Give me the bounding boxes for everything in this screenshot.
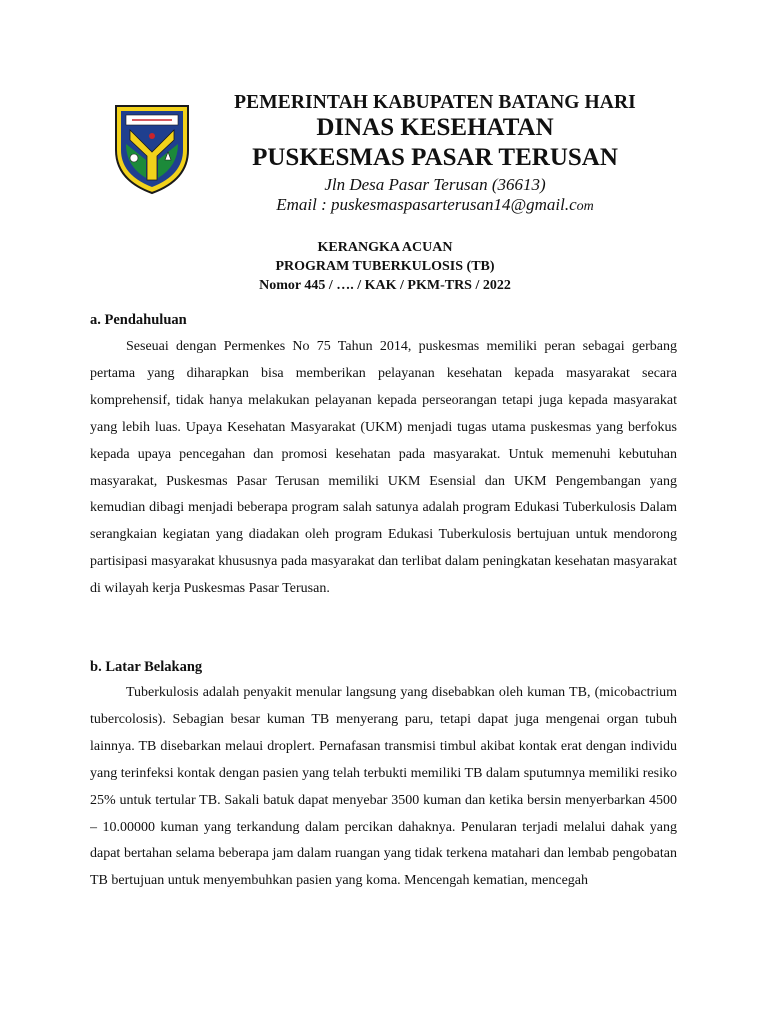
letterhead-government: PEMERINTAH KABUPATEN BATANG HARI: [234, 92, 636, 113]
letterhead-email: [200, 195, 670, 215]
section-heading-latar-belakang: b. Latar Belakang: [90, 659, 203, 675]
letterhead-department: DINAS KESEHATAN: [316, 114, 554, 141]
email-text: Email : puskesmaspasarterusan14@gmail.c: [276, 195, 577, 214]
section-text-latar-belakang: Tuberkulosis adalah penyakit menular langsung yang disebabkan oleh kuman TB, (micobactrium tubercolosis). Sebagian besar kuman TB menyerang paru, tetapi dapat juga mengenai organ tubuh lainnya. TB disebarkan melaui droplert. Pernafasan transmisi timbul akibat kontak erat dengan individu yang terinfeksi kontak dengan pasien yang telah terbukti memiliki TB dalam sputumnya memiliki resiko 25% untuk tertular TB. Sakali batuk dapat menyebar 3500 kuman dan ketika bersin menyerbarkan 4500 – 10.00000 kuman yang terkandung dalam percikan dahaknya. Penularan terjadi melalui dahak yang dapat bertahan selama beberapa jam dalam ruangan yang tidak terkena matahari dan lembab pengobatan TB bertujuan untuk menyembuhkan pasien yang koma. Mencengah kematian, mencegah: [90, 685, 677, 889]
section-heading-pendahuluan: a. Pendahuluan: [90, 312, 187, 328]
doc-program: PROGRAM TUBERKULOSIS (TB): [275, 259, 495, 274]
letterhead-institution: PUSKESMAS PASAR TERUSAN: [252, 144, 618, 171]
letterhead-address: Jln Desa Pasar Terusan (36613): [324, 175, 546, 194]
doc-number: Nomor 445 / …. / KAK / PKM-TRS / 2022: [259, 278, 511, 293]
section-text-pendahuluan: Seseuai dengan Permenkes No 75 Tahun 2014, puskesmas memiliki peran sebagai gerbang pertama yang diharapkan bisa memberikan pelayanan kesehatan kepada masyarakat secara komprehensif, tidak hanya melakukan pelayanan kepada perseorangan tetapi juga kepada masyarakat yang lebih luas. Upaya Kesehatan Masyarakat (UKM) menjadi tugas utama puskesmas yang berfokus kepada upaya pencegahan dan promosi kesehatan pada masyarakat. Untuk memenuhi kebutuhan masyarakat, Puskesmas Pasar Terusan memiliki UKM Esensial dan UKM Pengembangan yang kemudian dibagi menjadi beberapa program salah satunya adalah program Edukasi Tuberkulosis Dalam serangkaian kegiatan yang diadakan oleh program Edukasi Tuberkulosis bertujuan untuk mendorong partisipasi masyarakat khususnya pada masyarakat dan terlibat dalam peningkatan kesehatan masyarakat di wilayah kerja Puskesmas Pasar Terusan.: [90, 339, 678, 597]
doc-title: KERANGKA ACUAN: [317, 240, 453, 255]
email-suffix: om: [576, 199, 594, 214]
regency-crest-logo: [112, 100, 192, 196]
